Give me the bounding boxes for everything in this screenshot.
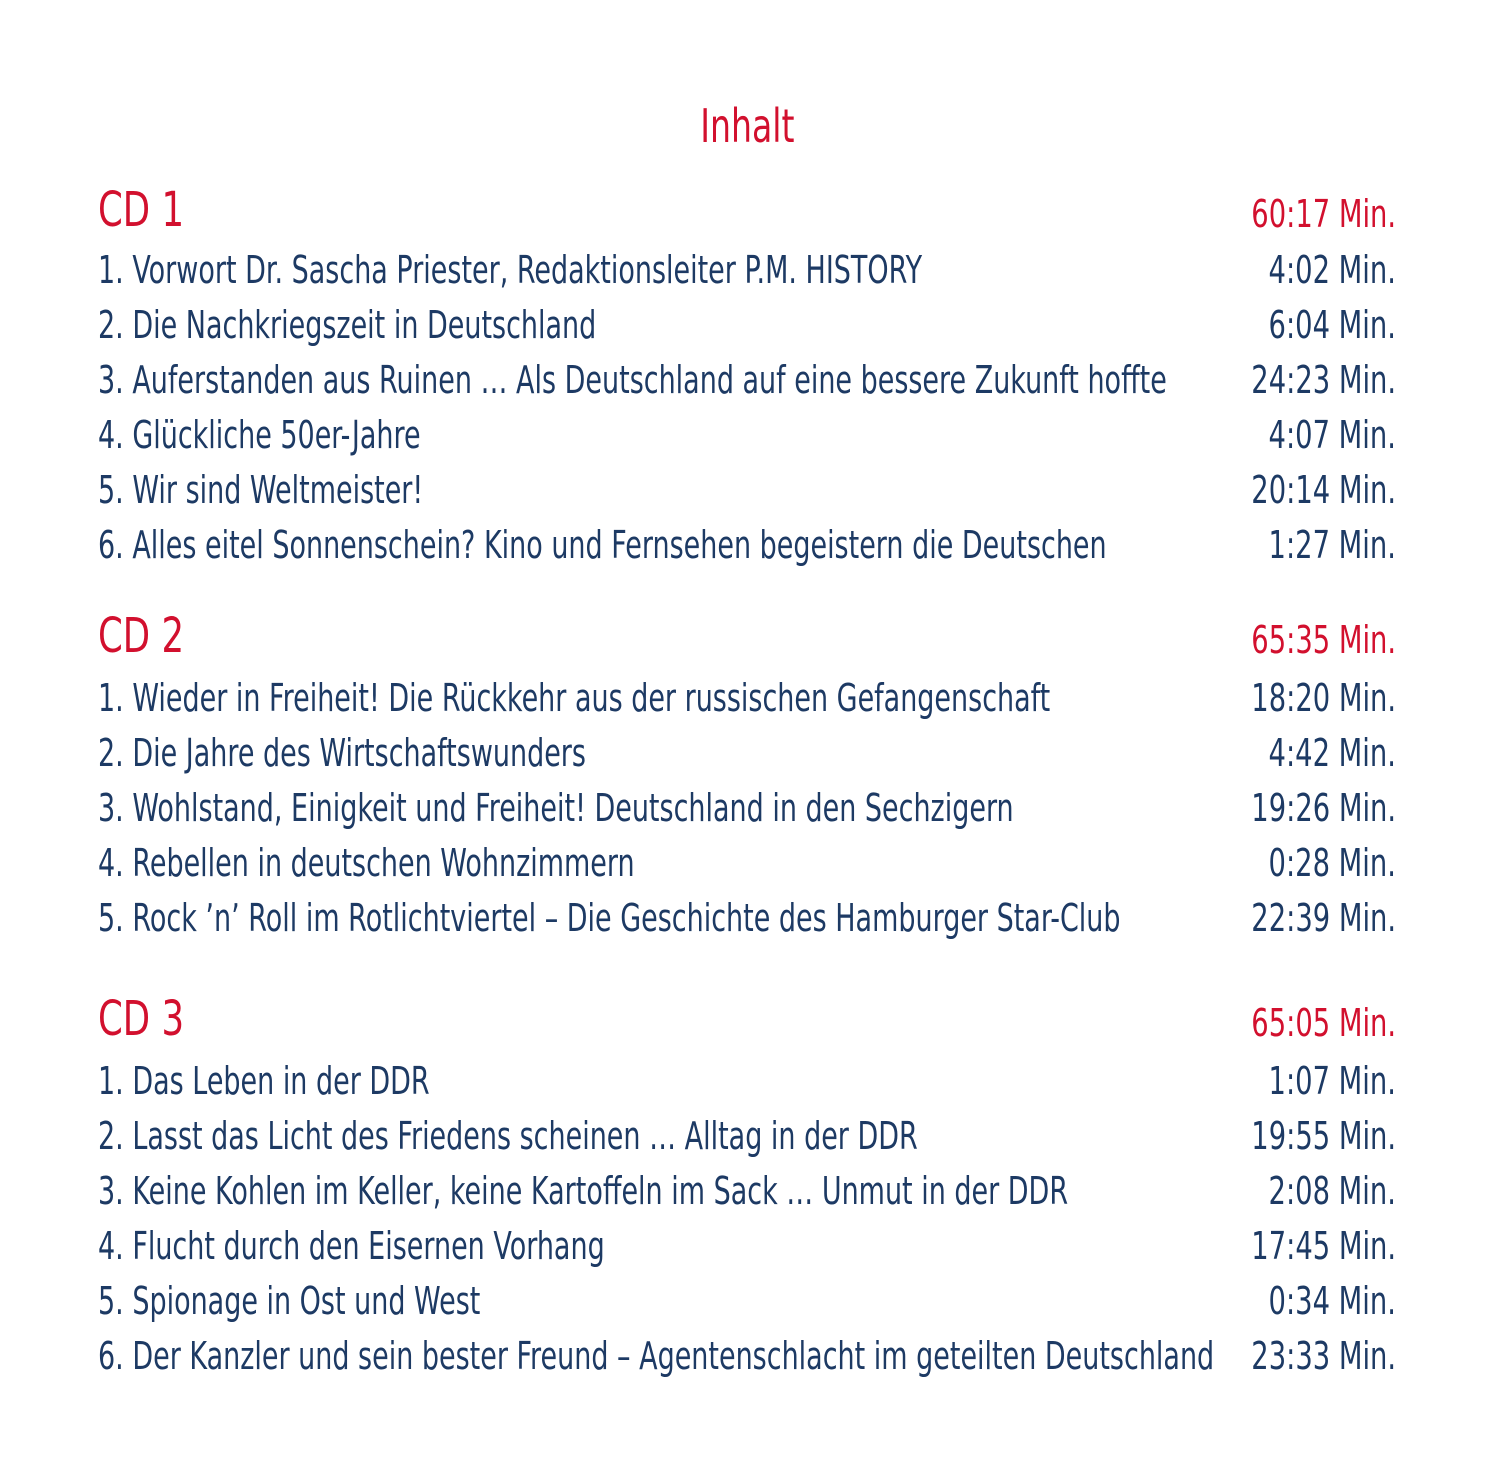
track-row [98,301,1396,356]
track-row [98,784,1396,839]
track-duration: 17:45 Min. [1251,1224,1396,1268]
track-row [98,246,1396,301]
track-title: 4. Flucht durch den Eisernen Vorhang [98,1224,605,1268]
track-duration: 1:07 Min. [1268,1059,1396,1103]
cd-total-duration: 60:17 Min. [1251,192,1396,236]
track-row [98,894,1396,949]
cd-total-duration: 65:05 Min. [1251,1001,1396,1045]
track-row [98,1277,1396,1332]
cd-1-header [98,180,1396,240]
track-duration: 24:23 Min. [1251,358,1396,402]
track-title: 4. Rebellen in deutschen Wohnzimmern [98,841,635,885]
track-title: 1. Vorwort Dr. Sascha Priester, Redaktionsleiter P.M. HISTORY [98,248,923,292]
track-row [98,356,1396,411]
cd-3-header [98,989,1396,1049]
track-row [98,1332,1396,1387]
track-row [98,674,1396,729]
track-row [98,839,1396,894]
track-duration: 1:27 Min. [1268,523,1396,567]
cd-label: CD 1 [98,182,185,238]
track-row [98,466,1396,521]
track-title: 1. Das Leben in der DDR [98,1059,430,1103]
track-duration: 19:55 Min. [1251,1114,1396,1158]
page-title: Inhalt [700,99,795,153]
cd-2-header [98,606,1396,666]
track-row [98,1057,1396,1112]
track-duration: 22:39 Min. [1251,896,1396,940]
track-row [98,1167,1396,1222]
track-title: 5. Rock ’n’ Roll im Rotlichtviertel – Die Geschichte des Hamburger Star-Club [98,896,1121,940]
track-duration: 23:33 Min. [1251,1334,1396,1378]
track-duration: 4:42 Min. [1268,731,1396,775]
track-duration: 20:14 Min. [1251,468,1396,512]
track-title: 5. Wir sind Weltmeister! [98,468,424,512]
track-title: 2. Die Nachkriegszeit in Deutschland [98,303,597,347]
track-title: 2. Die Jahre des Wirtschaftswunders [98,731,586,775]
track-row [98,411,1396,466]
cd-label: CD 3 [98,991,185,1047]
track-duration: 18:20 Min. [1251,676,1396,720]
cd-label: CD 2 [98,608,185,664]
track-row [98,729,1396,784]
track-duration: 0:34 Min. [1268,1279,1396,1323]
track-title: 1. Wieder in Freiheit! Die Rückkehr aus der russischen Gefangenschaft [98,676,1051,720]
track-row [98,1222,1396,1277]
track-title: 5. Spionage in Ost und West [98,1279,481,1323]
track-title: 3. Wohlstand, Einigkeit und Freiheit! Deutschland in den Sechzigern [98,786,1014,830]
track-row [98,521,1396,576]
track-duration: 0:28 Min. [1268,841,1396,885]
track-title: 3. Auferstanden aus Ruinen … Als Deutschland auf eine bessere Zukunft hoffte [98,358,1167,402]
track-title: 6. Alles eitel Sonnenschein? Kino und Fernsehen begeistern die Deutschen [98,523,1107,567]
track-duration: 2:08 Min. [1268,1169,1396,1213]
track-duration: 6:04 Min. [1268,303,1396,347]
track-title: 2. Lasst das Licht des Friedens scheinen … Alltag in der DDR [98,1114,918,1158]
track-row [98,1112,1396,1167]
track-duration: 19:26 Min. [1251,786,1396,830]
track-title: 4. Glückliche 50er-Jahre [98,413,421,457]
track-duration: 4:02 Min. [1268,248,1396,292]
track-duration: 4:07 Min. [1268,413,1396,457]
track-title: 6. Der Kanzler und sein bester Freund – Agentenschlacht im geteilten Deutschland [98,1334,1215,1378]
track-title: 3. Keine Kohlen im Keller, keine Kartoffeln im Sack … Unmut in der DDR [98,1169,1069,1213]
cd-total-duration: 65:35 Min. [1251,618,1396,662]
